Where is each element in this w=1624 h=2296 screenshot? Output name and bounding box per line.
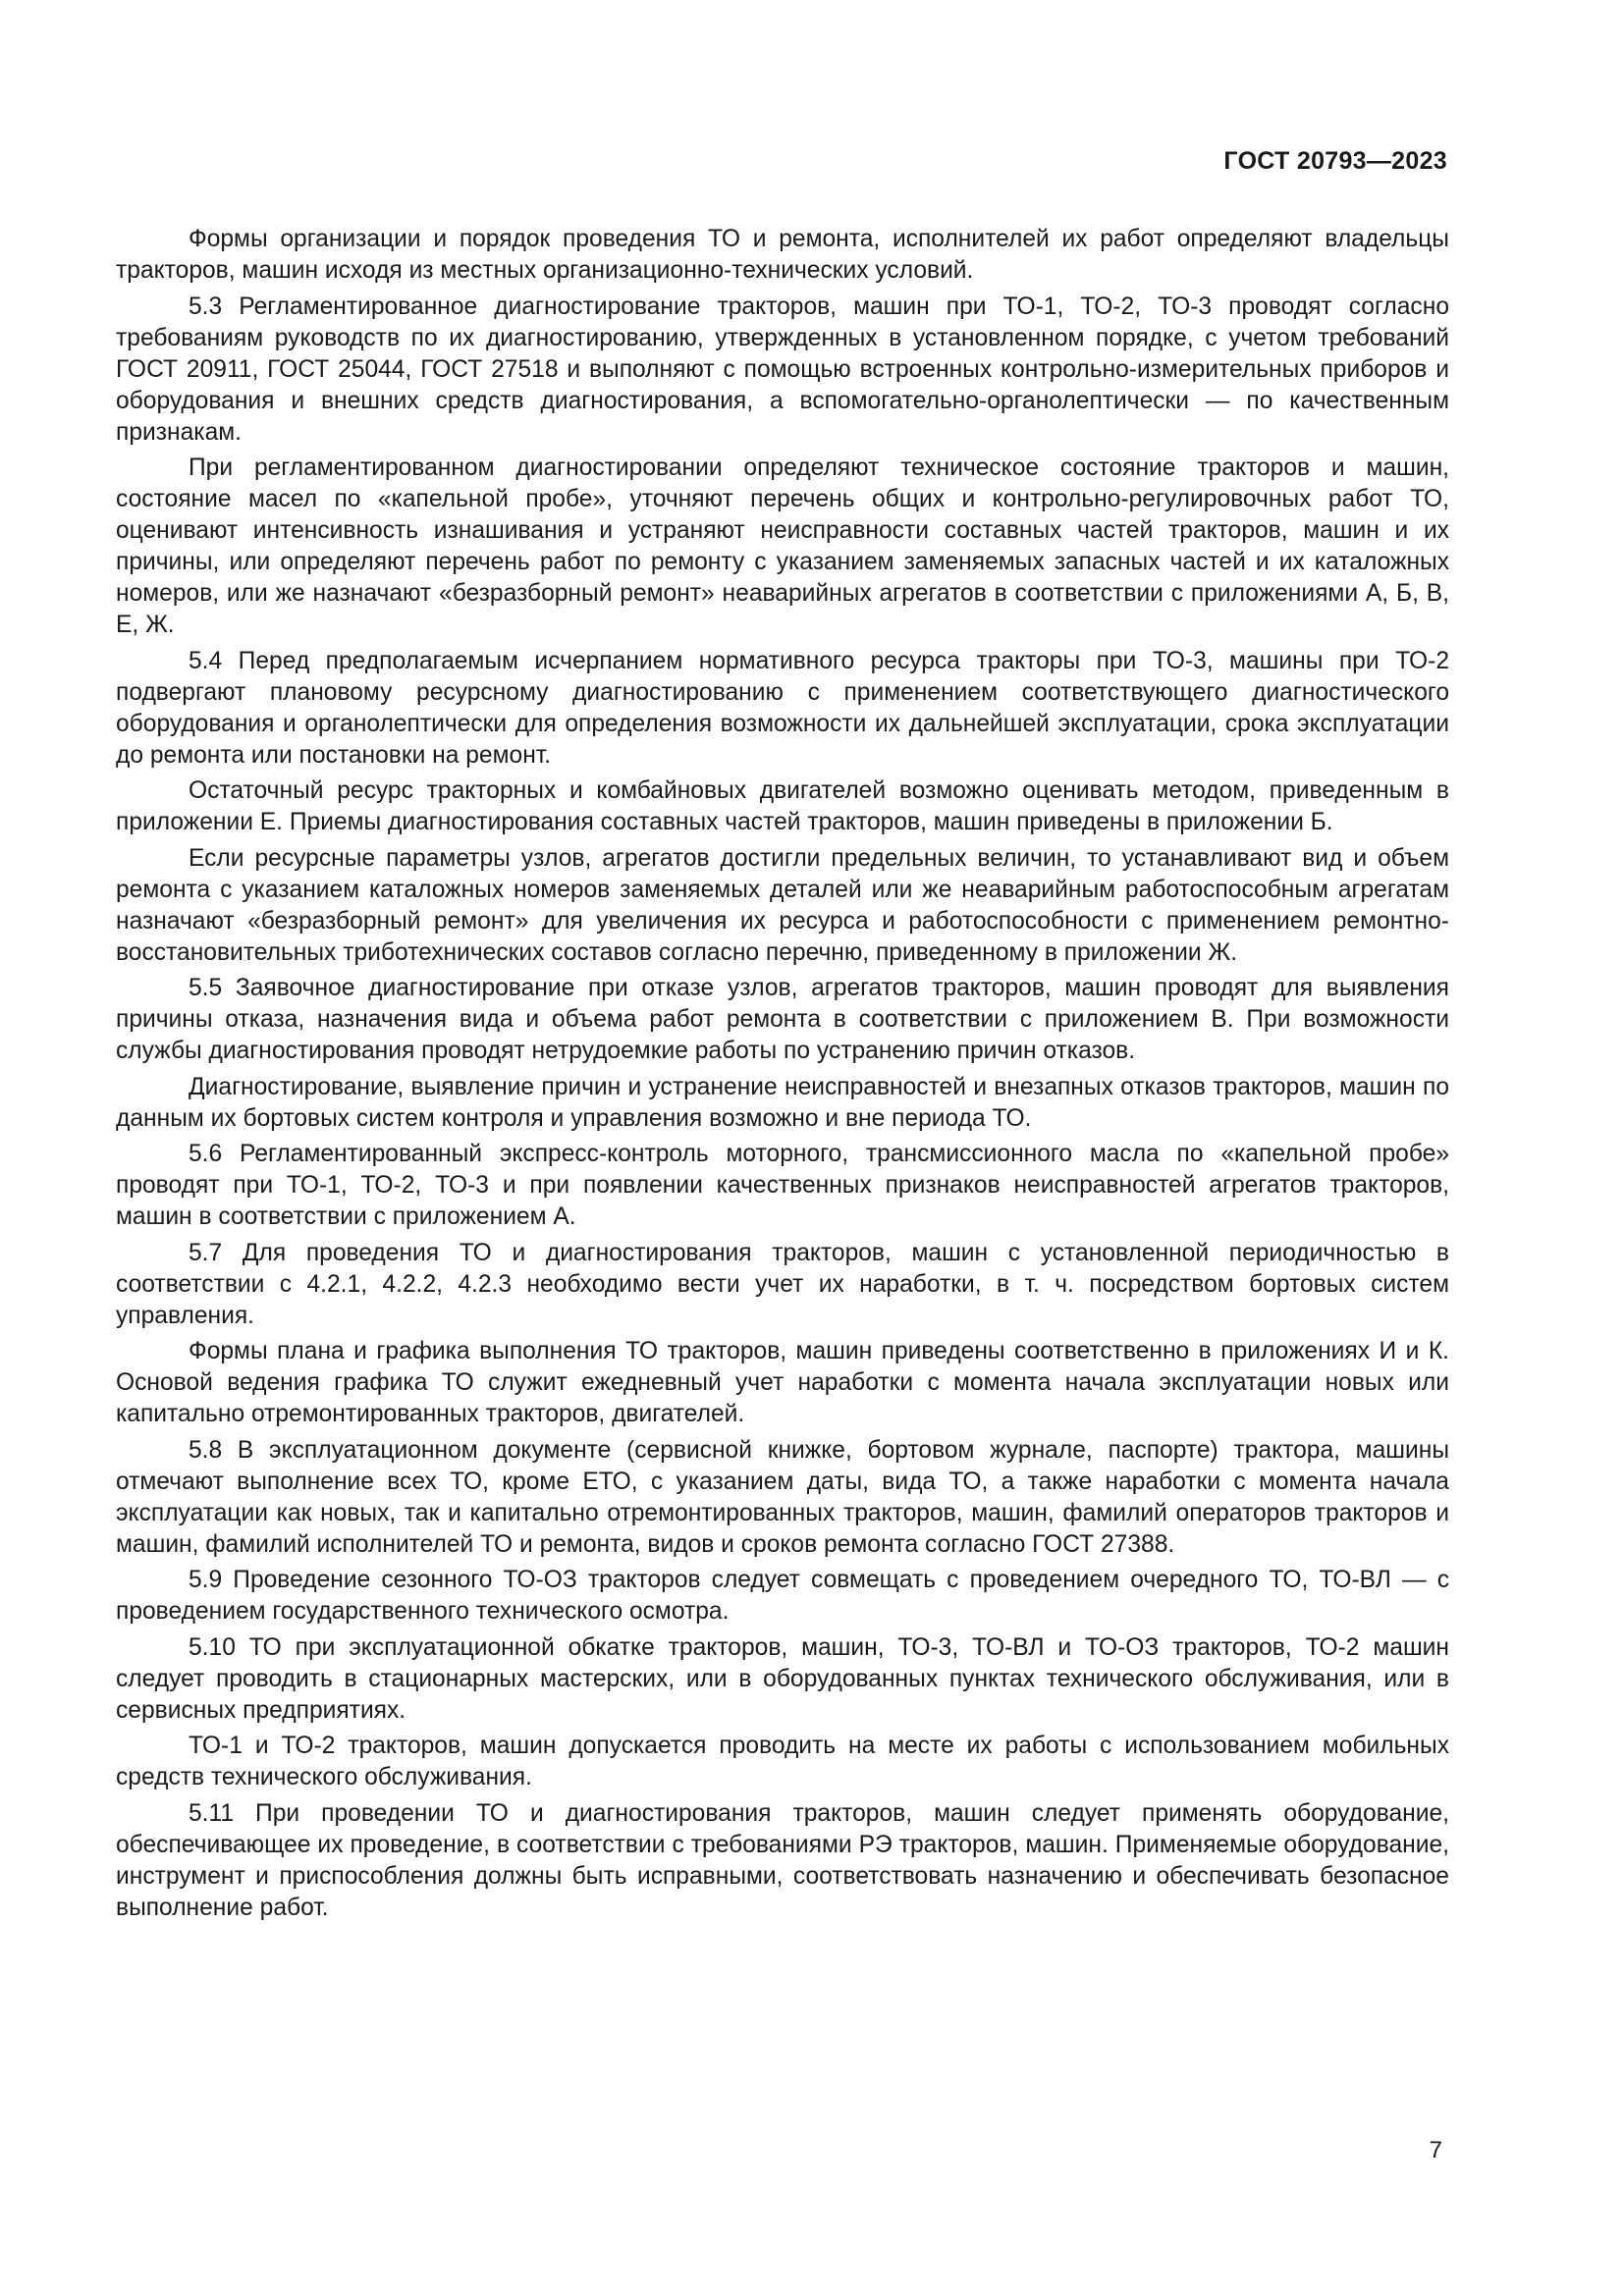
paragraph-organization-forms: Формы организации и порядок проведения ТО и ремонта, исполнителей их работ определяют владельцы тракторов, машин исходя из местных организационно-технических условий. — [116, 226, 1449, 284]
paragraph-plan-forms: Формы плана и графика выполнения ТО тракторов, машин приведены соответственно в приложениях И и К. Основой ведения графика ТО служит ежедневный учет наработки с момента начала эксплуатации новых или капитально отремонтированных тракторов, двигателей. — [116, 1338, 1449, 1427]
paragraph-5-3: 5.3 Регламентированное диагностирование тракторов, машин при ТО-1, ТО-2, ТО-3 проводят согласно требованиям руководств по их диагностированию, утвержденных в установленном порядке, с учетом требований ГОСТ 20911, ГОСТ 25044, ГОСТ 27518 и выполняют с помощью встроенных контрольно-измерительных приборов и оборудования и внешних средств диагностирования, а вспомогательно-органолептически — по качественным признакам. — [116, 293, 1449, 446]
paragraph-5-11: 5.11 При проведении ТО и диагностирования тракторов, машин следует применять оборудование, обеспечивающее их проведение, в соответствии с требованиями РЭ тракторов, машин. Применяемые оборудование, инструмент и приспособления должны быть исправными, соответствовать назначению и обеспечивать безопасное выполнение работ. — [116, 1799, 1449, 1921]
paragraph-5-9: 5.9 Проведение сезонного ТО-ОЗ тракторов следует совмещать с проведением очередного ТО, ТО-ВЛ — с проведением государственного технического осмотра. — [116, 1567, 1449, 1625]
paragraph-5-10: 5.10 ТО при эксплуатационной обкатке тракторов, машин, ТО-3, ТО-ВЛ и ТО-ОЗ тракторов, ТО-2 машин следует проводить в стационарных мастерских, или в оборудованных пунктах технического обслуживания, или в сервисных предприятиях. — [116, 1633, 1449, 1724]
paragraph-5-5: 5.5 Заявочное диагностирование при отказе узлов, агрегатов тракторов, машин проводят для выявления причины отказа, назначения вида и объема работ ремонта в соответствии с приложением В. При возможности службы диагностирования проводят нетрудоемкие работы по устранению причин отказов. — [116, 975, 1449, 1064]
paragraph-5-8: 5.8 В эксплуатационном документе (сервисной книжке, бортовом журнале, паспорте) трактора, машины отмечают выполнение всех ТО, кроме ЕТО, с указанием даты, вида ТО, а также наработки с момента начала эксплуатации как новых, так и капитально отремонтированных тракторов, машин, фамилий операторов тракторов и машин, фамилий исполнителей ТО и ремонта, видов и сроков ремонта согласно ГОСТ 27388. — [116, 1436, 1449, 1558]
paragraph-residual-resource: Остаточный ресурс тракторных и комбайновых двигателей возможно оценивать методом, приведенным в приложении Е. Приемы диагностирования составных частей тракторов, машин приведены в приложении Б. — [116, 777, 1449, 835]
document-body — [116, 224, 1449, 1928]
paragraph-5-6: 5.6 Регламентированный экспресс-контроль моторного, трансмиссионного масла по «капельной пробе» проводят при ТО-1, ТО-2, ТО-3 и при появлении качественных признаков неисправностей агрегатов тракторов, машин в соответствии с приложением А. — [116, 1141, 1449, 1230]
paragraph-regulated-diagnostics: При регламентированном диагностировании определяют техническое состояние тракторов и машин, состояние масел по «капельной пробе», уточняют перечень общих и контрольно-регулировочных работ ТО, оценивают интенсивность изнашивания и устраняют неисправности составных частей тракторов, машин и их причины, или определяют перечень работ по ремонту с указанием заменяемых запасных частей и их каталожных номеров, или же назначают «безразборный ремонт» неаварийных агрегатов в соответствии с приложениями А, Б, В, Е, Ж. — [116, 454, 1449, 638]
standard-designation: ГОСТ 20793—2023 — [1223, 147, 1447, 175]
paragraph-to-mobile: ТО-1 и ТО-2 тракторов, машин допускается проводить на месте их работы с использованием мобильных средств технического обслуживания. — [116, 1733, 1449, 1790]
paragraph-5-4: 5.4 Перед предполагаемым исчерпанием нормативного ресурса тракторы при ТО-3, машины при ТО-2 подвергают плановому ресурсному диагностированию с применением соответствующего диагностического оборудования и органолептически для определения возможности их дальнейшей эксплуатации, срока эксплуатации до ремонта или постановки на ремонт. — [116, 647, 1449, 769]
paragraph-onboard-diagnostics: Диагностирование, выявление причин и устранение неисправностей и внезапных отказов тракторов, машин по данным их бортовых систем контроля и управления возможно и вне периода ТО. — [116, 1073, 1449, 1132]
paragraph-resource-parameters: Если ресурсные параметры узлов, агрегатов достигли предельных величин, то устанавливают вид и объем ремонта с указанием каталожных номеров заменяемых деталей или же неаварийным работоспособным агрегатам назначают «безразборный ремонт» для увеличения их ресурса и работоспособности с применением ремонтно-восстановительных триботехнических составов согласно перечню, приведенному в приложении Ж. — [116, 844, 1449, 966]
page-number: 7 — [1429, 2137, 1442, 2163]
paragraph-5-7: 5.7 Для проведения ТО и диагностирования тракторов, машин с установленной периодичностью в соответствии с 4.2.1, 4.2.2, 4.2.3 необходимо вести учет их наработки, в т. ч. посредством бортовых систем управления. — [116, 1239, 1449, 1329]
